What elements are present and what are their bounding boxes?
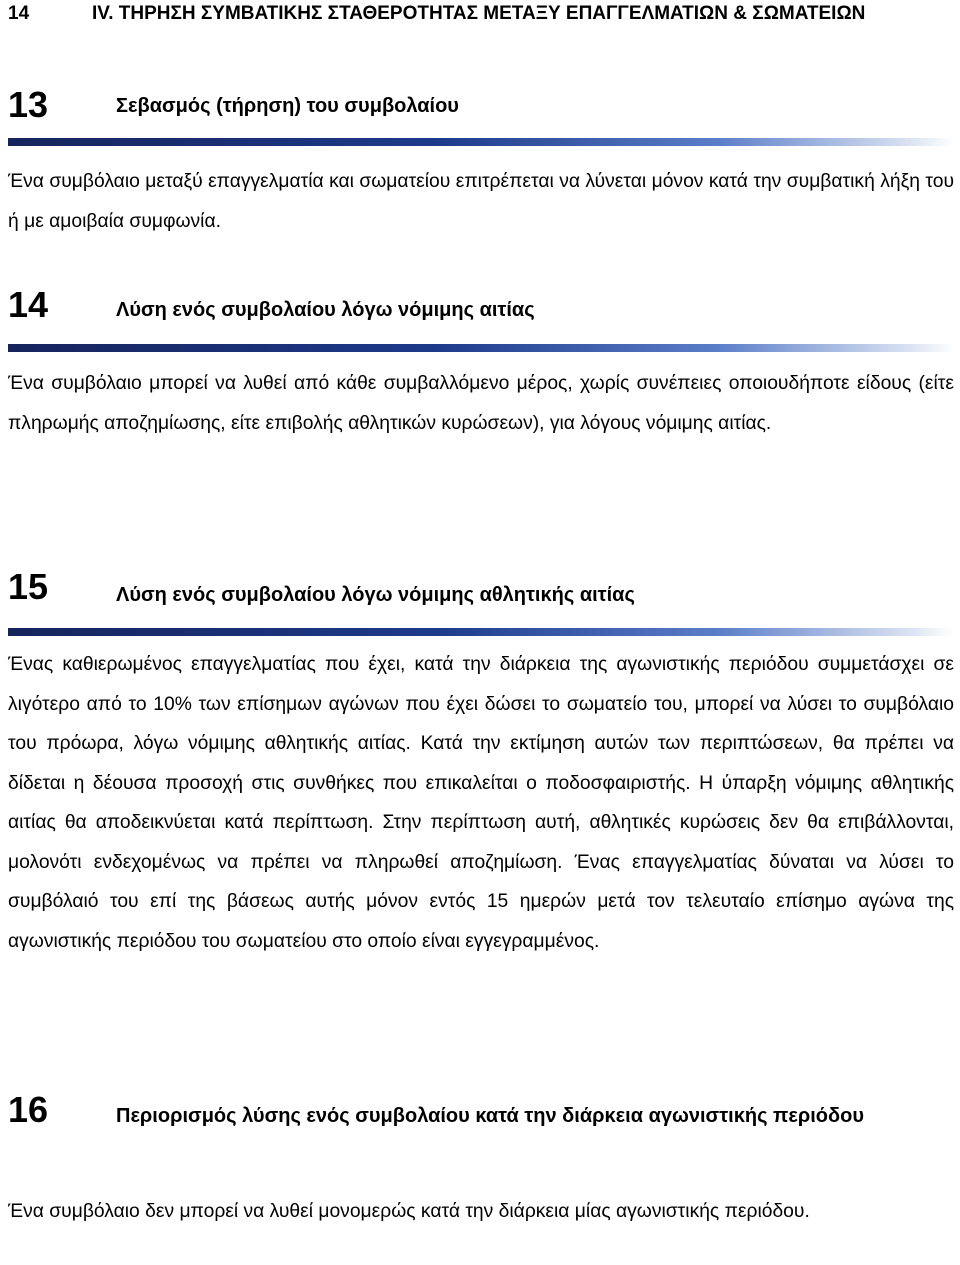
- article-title: Περιορισμός λύσης ενός συμβολαίου κατά την διάρκεια αγωνιστικής περιόδου: [116, 1105, 864, 1127]
- article-number: 16: [8, 1089, 49, 1130]
- article-body: Ένα συμβόλαιο μπορεί να λυθεί από κάθε συμβαλλόμενο μέρος, χωρίς συνέπειες οποιουδήποτε είδους (είτε πληρωμής αποζημίωσης, είτε επιβολής αθλητικών κυρώσεων), για λόγους νόμιμης αιτίας.: [8, 373, 954, 434]
- article-number: 13: [8, 84, 49, 125]
- article-number: 15: [8, 566, 49, 607]
- article-heading: [8, 84, 954, 126]
- article-title: Λύση ενός συμβολαίου λόγω νόμιμης αθλητικής αιτίας: [116, 584, 635, 606]
- heading-rule: [8, 138, 954, 146]
- article-heading: [8, 284, 954, 326]
- article-number: 14: [8, 284, 49, 325]
- article-body: Ένα συμβόλαιο μεταξύ επαγγελματία και σωματείου επιτρέπεται να λύνεται μόνον κατά την συμβατική λήξη του ή με αμοιβαία συμφωνία.: [8, 171, 954, 232]
- article-body: Ένα συμβόλαιο δεν μπορεί να λυθεί μονομερώς κατά την διάρκεια μίας αγωνιστικής περιόδου.: [8, 1201, 810, 1222]
- article-heading: [8, 1089, 954, 1163]
- article-title: Λύση ενός συμβολαίου λόγω νόμιμης αιτίας: [116, 299, 535, 321]
- article-15: [8, 566, 954, 952]
- article-title: Σεβασμός (τήρηση) του συμβολαίου: [116, 95, 459, 117]
- article-13: [8, 84, 954, 232]
- article-16: [8, 1089, 954, 1222]
- heading-rule: [8, 628, 954, 636]
- article-14: [8, 284, 954, 434]
- heading-rule: [8, 344, 954, 352]
- chapter-heading: IV. ΤΗΡΗΣΗ ΣΥΜΒΑΤΙΚΗΣ ΣΤΑΘΕΡΟΤΗΤΑΣ ΜΕΤΑΞΥ ΕΠΑΓΓΕΛΜΑΤΙΩΝ & ΣΩΜΑΤΕΙΩΝ: [92, 3, 866, 24]
- article-body: Ένας καθιερωμένος επαγγελματίας που έχει, κατά την διάρκεια της αγωνιστικής περιόδου συμμετάσχει σε λιγότερο από το 10% των επίσημων αγώνων που έχει δώσει το σωματείο του, μπορεί να λύσει το συμβόλαιο του πρόωρα, λόγω νόμιμης αθλητικής αιτίας. Κατά την εκτίμηση αυτών των περιπτώσεων, θα πρέπει να δίδεται η δέουσα προσοχή στις συνθήκες που επικαλείται ο ποδοσφαιριστής. Η ύπαρξη νόμιμης αθλητικής αιτίας θα αποδεικνύεται κατά περίπτωση. Στην περίπτωση αυτή, αθλητικές κυρώσεις δεν θα επιβάλλονται, μολονότι ενδεχομένως να πρέπει να πληρωθεί αποζημίωση. Ένας επαγγελματίας δύναται να λύσει το συμβόλαιό του επί της βάσεως αυτής μόνον εντός 15 ημερών μετά τον τελευταίο επίσημο αγώνα της αγωνιστικής περιόδου του σωματείου στο οποίο είναι εγγεγραμμένος.: [8, 654, 954, 952]
- page-number: 14: [8, 3, 30, 24]
- article-heading: [8, 566, 954, 608]
